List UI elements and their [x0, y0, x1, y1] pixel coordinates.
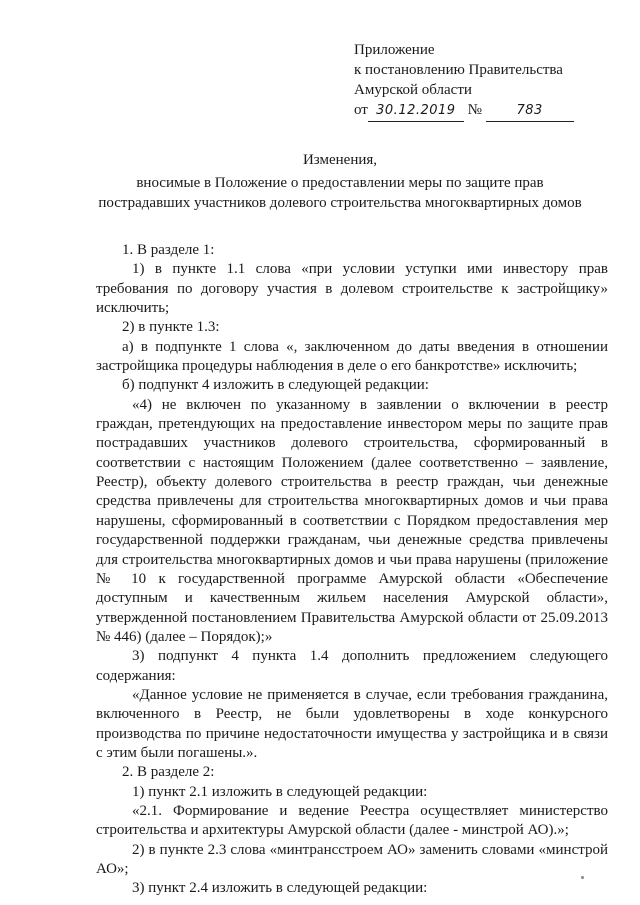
appendix-region: Амурской области [354, 82, 472, 98]
paragraph: б) подпункт 4 изложить в следующей редакции: [122, 377, 429, 394]
paragraph: «2.1. Формирование и ведение Реестра осуществляет министерство строительства и архитектуры Амурской области (далее - минстрой АО).»; [96, 802, 608, 839]
paragraph: 3) пункт 2.4 изложить в следующей редакции: [132, 880, 428, 897]
appendix-block [354, 40, 574, 122]
appendix-date-number [354, 100, 574, 122]
number-value: 783 [486, 101, 574, 122]
paragraph: 1) пункт 2.1 изложить в следующей редакции: [132, 783, 428, 800]
paragraph: 1. В разделе 1: [122, 242, 215, 258]
paragraph: 2) в пункте 1.3: [122, 319, 220, 336]
paragraph: 1) в пункте 1.1 слова «при условии уступки ими инвестору прав требования по договору участия в долевом строительстве к застройщику» исключить; [96, 261, 608, 317]
heading-line-2: вносимые в Положение о предоставлении меры по защите прав [136, 175, 544, 191]
scan-speck [581, 876, 584, 879]
appendix-title: Приложение [354, 42, 435, 58]
document-heading [70, 150, 610, 213]
paragraph: «Данное условие не применяется в случае, если требования гражданина, включенного в Реестр, не были удовлетворены в ходе конкурсного производства по причине недостаточности имущества у застройщика и в связи с этим были погашены.». [96, 686, 608, 761]
appendix-resolution: к постановлению Правительства [354, 62, 563, 78]
heading-line-3: пострадавших участников долевого строительства многоквартирных домов [98, 195, 582, 211]
paragraph: а) в подпункте 1 слова «, заключенном до даты введения в отношении застройщика процедуры наблюдения в деле о его банкротстве» исключить; [96, 338, 608, 375]
date-prefix: от [354, 102, 368, 118]
paragraph: 2. В разделе 2: [122, 764, 215, 781]
date-value: 30.12.2019 [368, 101, 464, 122]
heading-title: Изменения, [302, 152, 378, 168]
number-label: № [467, 102, 482, 118]
paragraph: «4) не включен по указанному в заявлении о включении в реестр граждан, претендующих на предоставление инвестором меры по защите прав пострадавших участников долевого строительства, сформированный в соответствии с настоящим Положением (далее соответственно – заявление, Реестр), объекту долевого строительства в реестр граждан, чьи денежные средства привлечены для строительства многоквартирных домов и чьи права нарушены, сформированный в соответствии с Порядком предоставления мер государственной поддержки гражданам, чьи денежные средства привлечены для строительства многоквартирных домов и чьи права нарушены (приложение № 10 к государственной программе Амурской области «Обеспечение доступным и качественным жильем населения Амурской области», утвержденной постановлением Правительства Амурской области от 25.09.2013 № 446) (далее – Порядок);» [96, 396, 608, 645]
paragraph: 3) подпункт 4 пункта 1.4 дополнить предложением следующего содержания: [96, 648, 608, 684]
paragraph: 2) в пункте 2.3 слова «минтрансстроем АО» заменить словами «минстрой АО»; [96, 841, 608, 877]
document-body [96, 241, 608, 899]
